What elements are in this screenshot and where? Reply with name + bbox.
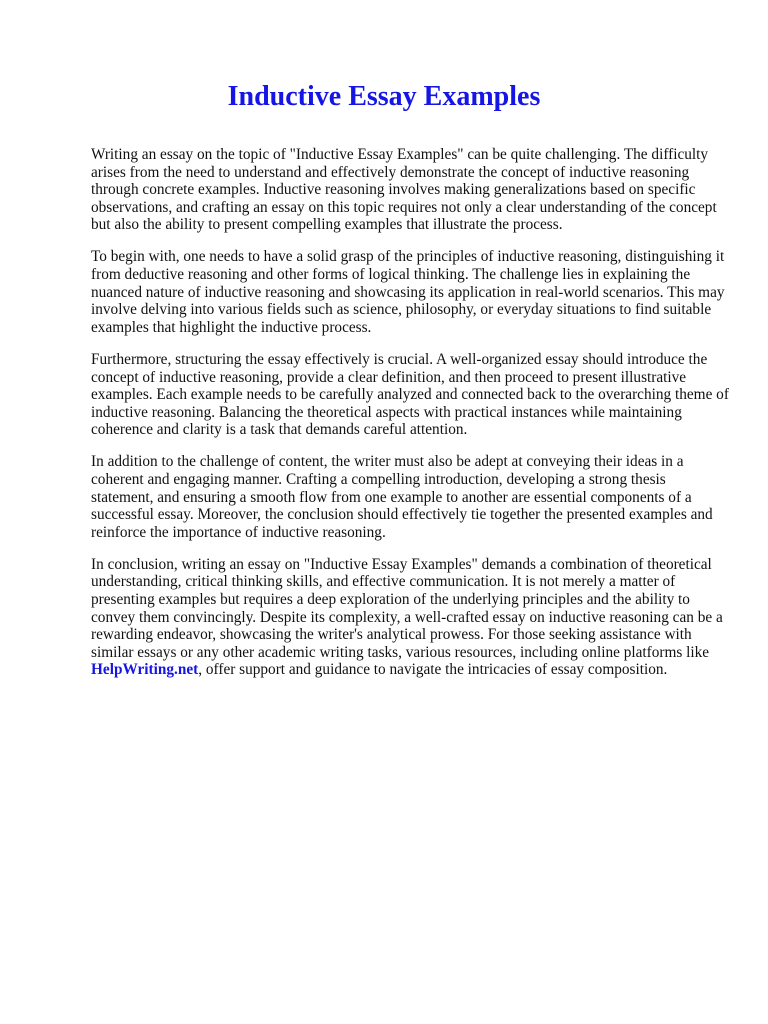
paragraph-5-text-before-link: In conclusion, writing an essay on "Inductive Essay Examples" demands a combination of theoretical understanding, critical thinking skills, and effective communication. It is not merely a matter of presenting examples but requires a deep exploration of the underlying principles and the ability to convey them convincingly. Despite its complexity, a well-crafted essay on inductive reasoning can be a rewarding endeavor, showcasing the writer's analytical prowess. For those seeking assistance with similar essays or any other academic writing tasks, various resources, including online platforms like <box>91 555 723 661</box>
helpwriting-link[interactable]: HelpWriting.net <box>91 661 199 679</box>
paragraph-3: Furthermore, structuring the essay effectively is crucial. A well-organized essay should introduce the concept of inductive reasoning, provide a clear definition, and then proceed to present illustrative examples. Each example needs to be carefully analyzed and connected back to the overarching theme of inductive reasoning. Balancing the theoretical aspects with practical instances while maintaining coherence and clarity is a task that demands careful attention. <box>91 350 729 439</box>
paragraph-4: In addition to the challenge of content, the writer must also be adept at conveying their ideas in a coherent and engaging manner. Crafting a compelling introduction, developing a strong thesis statement, and ensuring a smooth flow from one example to another are essential components of a successful essay. Moreover, the conclusion should effectively tie together the presented examples and reinforce the importance of inductive reasoning. <box>91 453 713 541</box>
paragraph-2: To begin with, one needs to have a solid grasp of the principles of inductive reasoning, distinguishing it from deductive reasoning and other forms of logical thinking. The challenge lies in explaining the nuanced nature of inductive reasoning and showcasing its application in real-world scenarios. This may involve delving into various fields such as science, philosophy, or everyday situations to find suitable examples that highlight the inductive process. <box>91 248 725 336</box>
essay-body <box>91 146 731 694</box>
paragraph-5 <box>91 556 731 679</box>
paragraph-5-text-after-link: , offer support and guidance to navigate the intricacies of essay composition. <box>198 661 668 679</box>
paragraph-1: Writing an essay on the topic of "Inductive Essay Examples" can be quite challenging. The difficulty arises from the need to understand and effectively demonstrate the concept of inductive reasoning through concrete examples. Inductive reasoning involves making generalizations based on specific observations, and crafting an essay on this topic requires not only a clear understanding of the concept but also the ability to present compelling examples that illustrate the process. <box>91 146 717 234</box>
page-title: Inductive Essay Examples <box>227 81 541 112</box>
